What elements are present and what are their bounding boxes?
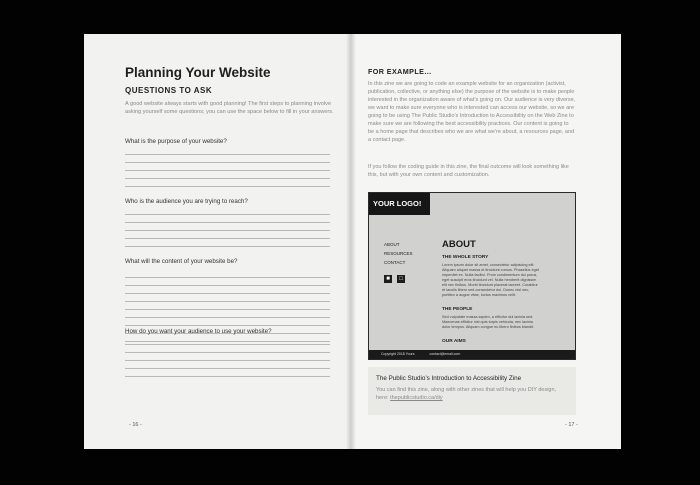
mockup-footer — [369, 350, 575, 359]
answer-lines-purpose — [125, 147, 330, 187]
example-heading: FOR EXAMPLE... — [368, 67, 432, 76]
question-use: How do you want your audience to use your website? — [125, 328, 272, 335]
answer-lines-use — [125, 337, 330, 377]
resource-box-title: The Public Studio’s Introduction to Accessibility Zine — [376, 375, 522, 382]
resource-box-description: You can find this zine, along with other zines that will help you DIY design, here: — [376, 387, 557, 401]
page-number-right: - 17 - — [565, 422, 578, 428]
right-page — [351, 34, 621, 449]
website-mockup — [368, 192, 576, 360]
mockup-section-title: OUR AIMS — [442, 339, 466, 344]
resource-box-text — [376, 386, 568, 402]
mockup-section-title: THE PEOPLE — [442, 307, 473, 312]
mockup-section-text: Lorem ipsum dolor sit amet, consectetur adipiscing elit. Aliquam aliquet massa et tincidunt cursus. Phasellus eget imperdiet ex. Nulla facilisi. Proin condimentum dui purus, eget suscipit eros tincidunt vel. Nulla hendrerit dignissim elit nec finibus. Morbi tincidunt placerat laoreet. Curabitur et iaculis libero sed consectetur dui. Donec nisl nec, porttitor a augue vitae, luctus maximus velit. — [442, 263, 539, 297]
mockup-logo: YOUR LOGO! — [369, 193, 430, 215]
mockup-contact-email: contact@email.com — [429, 352, 461, 356]
page-number-left: - 16 - — [129, 422, 142, 428]
outcome-paragraph: If you follow the coding guide in this zine, the final outcome will look something like this, but with your own content and customization. — [368, 164, 569, 178]
section-subtitle: QUESTIONS TO ASK — [125, 86, 213, 95]
mockup-section-text: Sed vulputate massa sapien, a efficitur dui lacinia sed. Maecenas efficitur nisl quis turpis vehicula, nec lacinia dolor tempus. Aliquam congue eu libero finibus blandit. — [442, 315, 535, 329]
left-page — [84, 34, 351, 449]
mockup-section-title: THE WHOLE STORY — [442, 255, 489, 260]
mockup-copyright: Copyright 2018 Yours — [381, 352, 415, 356]
question-content: What will the content of your website be? — [125, 258, 238, 265]
answer-lines-audience — [125, 207, 330, 247]
mockup-nav-resources: RESOURCES — [384, 251, 413, 256]
mockup-nav-contact: CONTACT — [384, 260, 406, 265]
page-title: Planning Your Website — [125, 65, 271, 80]
question-purpose: What is the purpose of your website? — [125, 138, 227, 145]
resource-link[interactable]: thepublicstudio.ca/diy — [390, 395, 443, 401]
question-audience: Who is the audience you are trying to reach? — [125, 198, 248, 205]
example-paragraph: In this zine we are going to code an example website for an organization (activist, publication, collective, or anything else) the purpose of the website is to make people interested in the organization aware of what’s going on. Our audience is very diverse, we want to make sure everyone who is interested can access our website, so we are going to be using The Public Studio’s Introduction to Accessibility on the Web Zine to make sure we are following the best accessibility practices. Our content is going to be a home page that describes who we are what we’re about, a resources page, and a contact page. — [368, 81, 576, 143]
instagram-icon: □ — [397, 275, 405, 283]
twitter-icon: ■ — [384, 275, 392, 283]
intro-paragraph: A good website always starts with good planning! The first steps to planning involve asking yourself some questions; you can use the space below to fill in your answers. — [125, 101, 334, 115]
mockup-nav-about: ABOUT — [384, 242, 400, 247]
mockup-about-heading: ABOUT — [442, 239, 476, 250]
resource-box — [368, 367, 576, 415]
book-spine — [346, 34, 356, 449]
